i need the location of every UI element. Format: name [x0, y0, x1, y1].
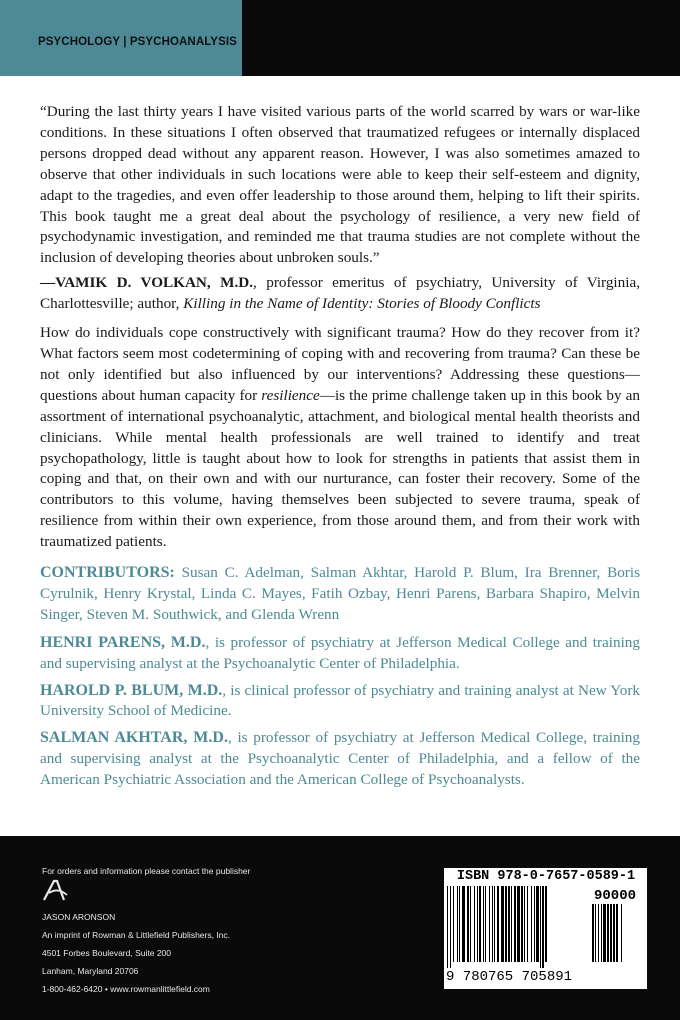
jason-aronson-logo-icon — [40, 878, 74, 904]
editor-bio-text: , is professor of psychiatry at Jefferson Medical College, training and supervising analyst at the Psychoanalytic Center of Philadelphia, and a fellow of the American Psychiatric Association and the American College of Psychoanalysts. — [40, 729, 640, 789]
editor-bio-text: , is clinical professor of psychiatry and training analyst at New York University School of Medicine. — [40, 681, 640, 720]
description-text: How do individuals cope constructively with significant trauma? How do they recover from it? What factors seem most codetermining of coping with and recovering from trauma? Can these be not only identified but also influenced by our interventions? Addressing these questions—questions about human capacity for — [40, 324, 640, 404]
editor-name: SALMAN AKHTAR, M.D. — [40, 729, 228, 747]
endorsement-quote: “During the last thirty years I have visited various parts of the world scarred by wars or war-like conditions. In these situations I often observed that traumatized refugees or internally displaced persons dropped dead without any apparent reason. However, I was also sometimes amazed to observe that other individuals in such locations were able to keep their self-esteem and dignity, adapt to the tragedies, and even offer leadership to those around them, helping to lift their spirits. This book taught me a great deal about the psychology of resilience, a very new field of psychodynamic investigation, and reminded me that trauma studies are not complete without the inclusion of developing theories about unbroken souls.” — [40, 103, 640, 267]
ean-barcode — [447, 886, 589, 968]
book-description — [40, 323, 640, 553]
publisher-contact: 1-800-462-6420 • www.rowmanlittlefield.com — [42, 984, 210, 994]
editor-name: HENRI PARENS, M.D. — [40, 633, 206, 651]
isbn-text: ISBN 978-0-7657-0589-1 — [456, 869, 636, 884]
price-addon-text: 90000 — [594, 888, 637, 904]
endorser-book: Killing in the Name of Identity: Stories of Bloody Conflicts — [183, 295, 541, 313]
category-band — [0, 0, 242, 76]
endorser-title: , professor emeritus of psychiatry, University of Virginia, Charlottesville; author, — [40, 274, 640, 313]
endorser-name: —VAMIK D. VOLKAN, M.D. — [40, 274, 254, 292]
header-bar — [0, 0, 680, 76]
publisher-name: JASON ARONSON — [42, 912, 116, 922]
publisher-imprint: An imprint of Rowman & Littlefield Publishers, Inc. — [42, 930, 231, 940]
publisher-address-line2: Lanham, Maryland 20706 — [42, 966, 139, 976]
editor-bio-text: , is professor of psychiatry at Jefferson Medical College and training and supervising analyst at the Psychoanalytic Center of Philadelphia. — [40, 633, 640, 672]
category-label: PSYCHOLOGY | PSYCHOANALYSIS — [38, 36, 237, 48]
barcode-number: 9 780765 705891 — [446, 969, 573, 985]
contributors-section — [40, 563, 640, 626]
barcode-label — [444, 868, 647, 989]
description-emphasis: resilience — [261, 386, 320, 404]
order-note: For orders and information please contact the publisher — [42, 866, 251, 876]
description-text-cont: —is the prime challenge taken up in this book by an assortment of international psychoanalytic, attachment, and biological mental health theorists and clinicians. While mental health professionals are well trained to identify and treat psychopathology, little is taught about how to look for strengths in patients that assist them in coping and that, on their own and with our nurturance, can foster their recovery. Some of the contributors to this volume, having themselves been subjected to severe trauma, speak of resilience from within their own experience, from those around them, and from their work with traumatized patients. — [40, 386, 640, 551]
contributors-label: CONTRIBUTORS: — [40, 564, 175, 582]
editor-bio — [40, 633, 640, 675]
editor-bio — [40, 728, 640, 791]
editor-bio — [40, 681, 640, 723]
endorsement-attribution — [40, 273, 640, 315]
editor-name: HAROLD P. BLUM, M.D. — [40, 681, 223, 699]
addon-barcode — [592, 904, 644, 968]
contributors-list: Susan C. Adelman, Salman Akhtar, Harold P. Blum, Ira Brenner, Boris Cyrulnik, Henry Krystal, Linda C. Mayes, Fatih Ozbay, Henri Parens, Barbara Shapiro, Melvin Singer, Steven M. Southwick, and Glenda Wrenn — [40, 564, 640, 623]
publisher-address-line1: 4501 Forbes Boulevard, Suite 200 — [42, 948, 172, 958]
back-cover-text — [40, 102, 640, 797]
